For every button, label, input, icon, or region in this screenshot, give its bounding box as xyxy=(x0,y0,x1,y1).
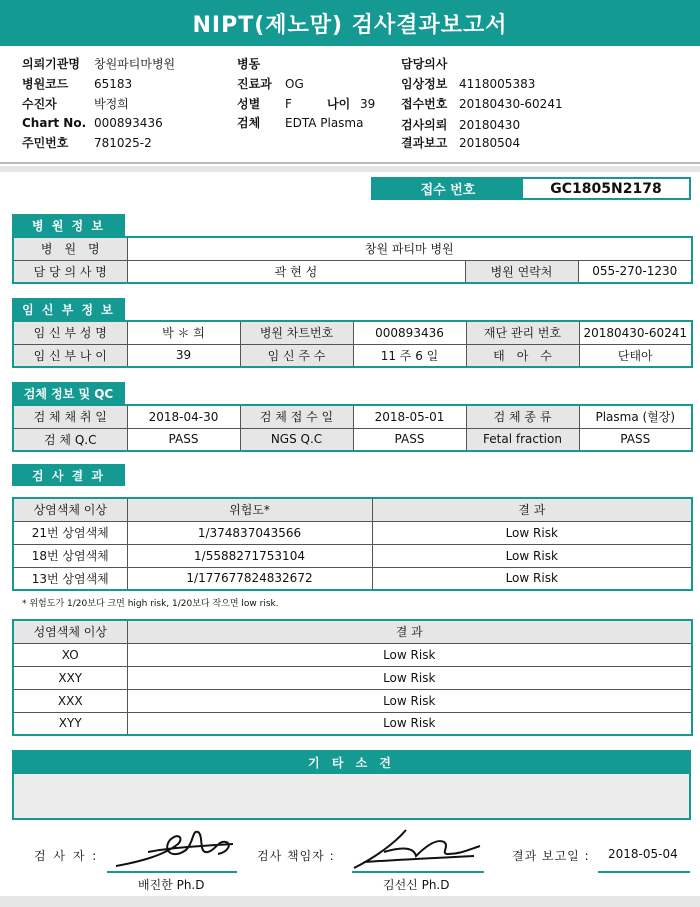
gestation-weeks-label: 임 신 주 수 xyxy=(240,344,353,367)
receipt-number-box xyxy=(371,177,691,200)
header-specimen: 검체 EDTA Plasma xyxy=(237,116,364,130)
table-row xyxy=(13,620,692,643)
table-row xyxy=(13,237,692,260)
header-sex: 성별 F xyxy=(237,97,292,111)
sex-chromosome-name: XYY xyxy=(13,712,127,735)
sex-result-value: Low Risk xyxy=(127,712,692,735)
specimen-section-tab: 검체 정보 및 QC xyxy=(12,382,125,404)
hospital-name-label: 병 원 명 xyxy=(13,237,127,260)
col-risk-header: 위험도* xyxy=(127,498,372,521)
fetal-fraction-value: PASS xyxy=(579,428,692,451)
header-doctor: 담당의사 xyxy=(401,57,448,71)
responsible-signature-line xyxy=(352,871,484,873)
header-age: 나이 39 xyxy=(327,97,376,111)
table-row xyxy=(13,428,692,451)
tester-name: 배진한 Ph.D xyxy=(138,878,205,892)
pregnant-name-value: 박 ＊ 희 xyxy=(127,321,240,344)
divider-band xyxy=(0,166,700,172)
doctor-name-label: 담 당 의 사 명 xyxy=(13,260,127,283)
fetus-count-label: 태 아 수 xyxy=(466,344,579,367)
results-section-tab: 검 사 결 과 xyxy=(12,464,125,486)
receipt-value: GC1805N2178 xyxy=(550,180,662,197)
header-info xyxy=(0,46,700,164)
specimen-info-table xyxy=(12,404,693,452)
chromosome-name: 13번 상염색체 xyxy=(13,567,127,590)
report-date-value: 2018-05-04 xyxy=(608,847,678,861)
autosome-results-table xyxy=(12,497,693,591)
result-value: Low Risk xyxy=(372,521,692,544)
report-title: NIPT(제노맘) 검사결과보고서 xyxy=(0,0,700,46)
pregnant-info-table xyxy=(12,320,693,368)
ngs-qc-label: NGS Q.C xyxy=(240,428,353,451)
header-request-date: 검사의뢰 20180430 xyxy=(401,118,521,132)
collection-date-label: 검 체 채 취 일 xyxy=(13,405,127,428)
hospital-info-table xyxy=(12,236,693,284)
responsible-name: 김선신 Ph.D xyxy=(383,878,450,892)
table-row xyxy=(13,689,692,712)
management-number-label: 재단 관리 번호 xyxy=(466,321,579,344)
risk-value: 1/374837043566 xyxy=(127,521,372,544)
pregnant-age-value: 39 xyxy=(127,344,240,367)
hospital-contact-label: 병원 연락처 xyxy=(465,260,578,283)
report-date-line xyxy=(598,871,690,873)
risk-value: 1/5588271753104 xyxy=(127,544,372,567)
sex-chromosome-name: XO xyxy=(13,643,127,666)
table-row xyxy=(13,666,692,689)
sex-chromosome-table xyxy=(12,619,693,736)
header-clinical-info: 임상정보 4118005383 xyxy=(401,77,536,91)
specimen-type-value: Plasma (혈장) xyxy=(579,405,692,428)
risk-footnote: * 위험도가 1/20보다 크면 high risk, 1/20보다 작으면 low risk. xyxy=(22,599,279,609)
table-row xyxy=(13,544,692,567)
col-anomaly-header: 상염색체 이상 xyxy=(13,498,127,521)
responsible-label: 검사 책임자 : xyxy=(257,849,335,863)
receipt-date-label: 검 체 접 수 일 xyxy=(240,405,353,428)
sex-chromosome-name: XXX xyxy=(13,689,127,712)
table-row xyxy=(13,567,692,590)
col-result-header: 결 과 xyxy=(372,498,692,521)
hospital-contact-value: 055-270-1230 xyxy=(578,260,692,283)
result-value: Low Risk xyxy=(372,544,692,567)
table-row xyxy=(13,321,692,344)
chromosome-name: 18번 상염색체 xyxy=(13,544,127,567)
responsible-signature xyxy=(344,822,484,872)
specimen-qc-value: PASS xyxy=(127,428,240,451)
hospital-section-tab: 병 원 정 보 xyxy=(12,214,125,236)
col-sex-anomaly-header: 성염색체 이상 xyxy=(13,620,127,643)
management-number-value: 20180430-60241 xyxy=(579,321,692,344)
fetal-fraction-label: Fetal fraction xyxy=(466,428,579,451)
collection-date-value: 2018-04-30 xyxy=(127,405,240,428)
header-ward: 병동 xyxy=(237,57,261,71)
sex-result-value: Low Risk xyxy=(127,643,692,666)
sex-chromosome-name: XXY xyxy=(13,666,127,689)
report-date-label: 결과 보고일 : xyxy=(512,849,590,863)
receipt-date-value: 2018-05-01 xyxy=(353,405,466,428)
table-row xyxy=(13,260,692,283)
header-institution: 의뢰기관명 창원파티마병원 xyxy=(22,57,176,71)
table-row xyxy=(13,344,692,367)
tester-label: 검 사 자 : xyxy=(34,849,99,863)
chart-number-value: 000893436 xyxy=(353,321,466,344)
result-value: Low Risk xyxy=(372,567,692,590)
specimen-type-label: 검 체 종 류 xyxy=(466,405,579,428)
table-row xyxy=(13,712,692,735)
hospital-name-value: 창원 파티마 병원 xyxy=(127,237,692,260)
pregnant-age-label: 임 신 부 나 이 xyxy=(13,344,127,367)
table-row xyxy=(13,521,692,544)
risk-value: 1/177677824832672 xyxy=(127,567,372,590)
tester-signature xyxy=(108,822,238,872)
table-row xyxy=(13,643,692,666)
remarks-body xyxy=(12,774,691,820)
sex-result-value: Low Risk xyxy=(127,666,692,689)
table-row xyxy=(13,498,692,521)
header-chart-no: Chart No. 000893436 xyxy=(22,116,163,130)
sex-result-value: Low Risk xyxy=(127,689,692,712)
fetus-count-value: 단태아 xyxy=(579,344,692,367)
chart-number-label: 병원 차트번호 xyxy=(240,321,353,344)
col-sex-result-header: 결 과 xyxy=(127,620,692,643)
chromosome-name: 21번 상염색체 xyxy=(13,521,127,544)
remarks-header: 기 타 소 견 xyxy=(12,750,691,774)
table-row xyxy=(13,405,692,428)
receipt-label: 접수 번호 xyxy=(373,179,523,198)
specimen-qc-label: 검 체 Q.C xyxy=(13,428,127,451)
header-hospital-code: 병원코드 65183 xyxy=(22,77,133,91)
bottom-band xyxy=(0,896,700,907)
pregnant-name-label: 임 신 부 성 명 xyxy=(13,321,127,344)
header-report-date: 결과보고 20180504 xyxy=(401,136,521,150)
header-department: 진료과 OG xyxy=(237,77,304,91)
gestation-weeks-value: 11 주 6 일 xyxy=(353,344,466,367)
header-resident-no: 주민번호 781025-2 xyxy=(22,136,152,150)
header-patient: 수진자 박정희 xyxy=(22,97,129,111)
tester-signature-line xyxy=(107,871,237,873)
pregnant-section-tab: 임 신 부 정 보 xyxy=(12,298,125,320)
doctor-name-value: 곽 현 성 xyxy=(127,260,465,283)
header-receipt-no: 접수번호 20180430-60241 xyxy=(401,97,563,111)
ngs-qc-value: PASS xyxy=(353,428,466,451)
